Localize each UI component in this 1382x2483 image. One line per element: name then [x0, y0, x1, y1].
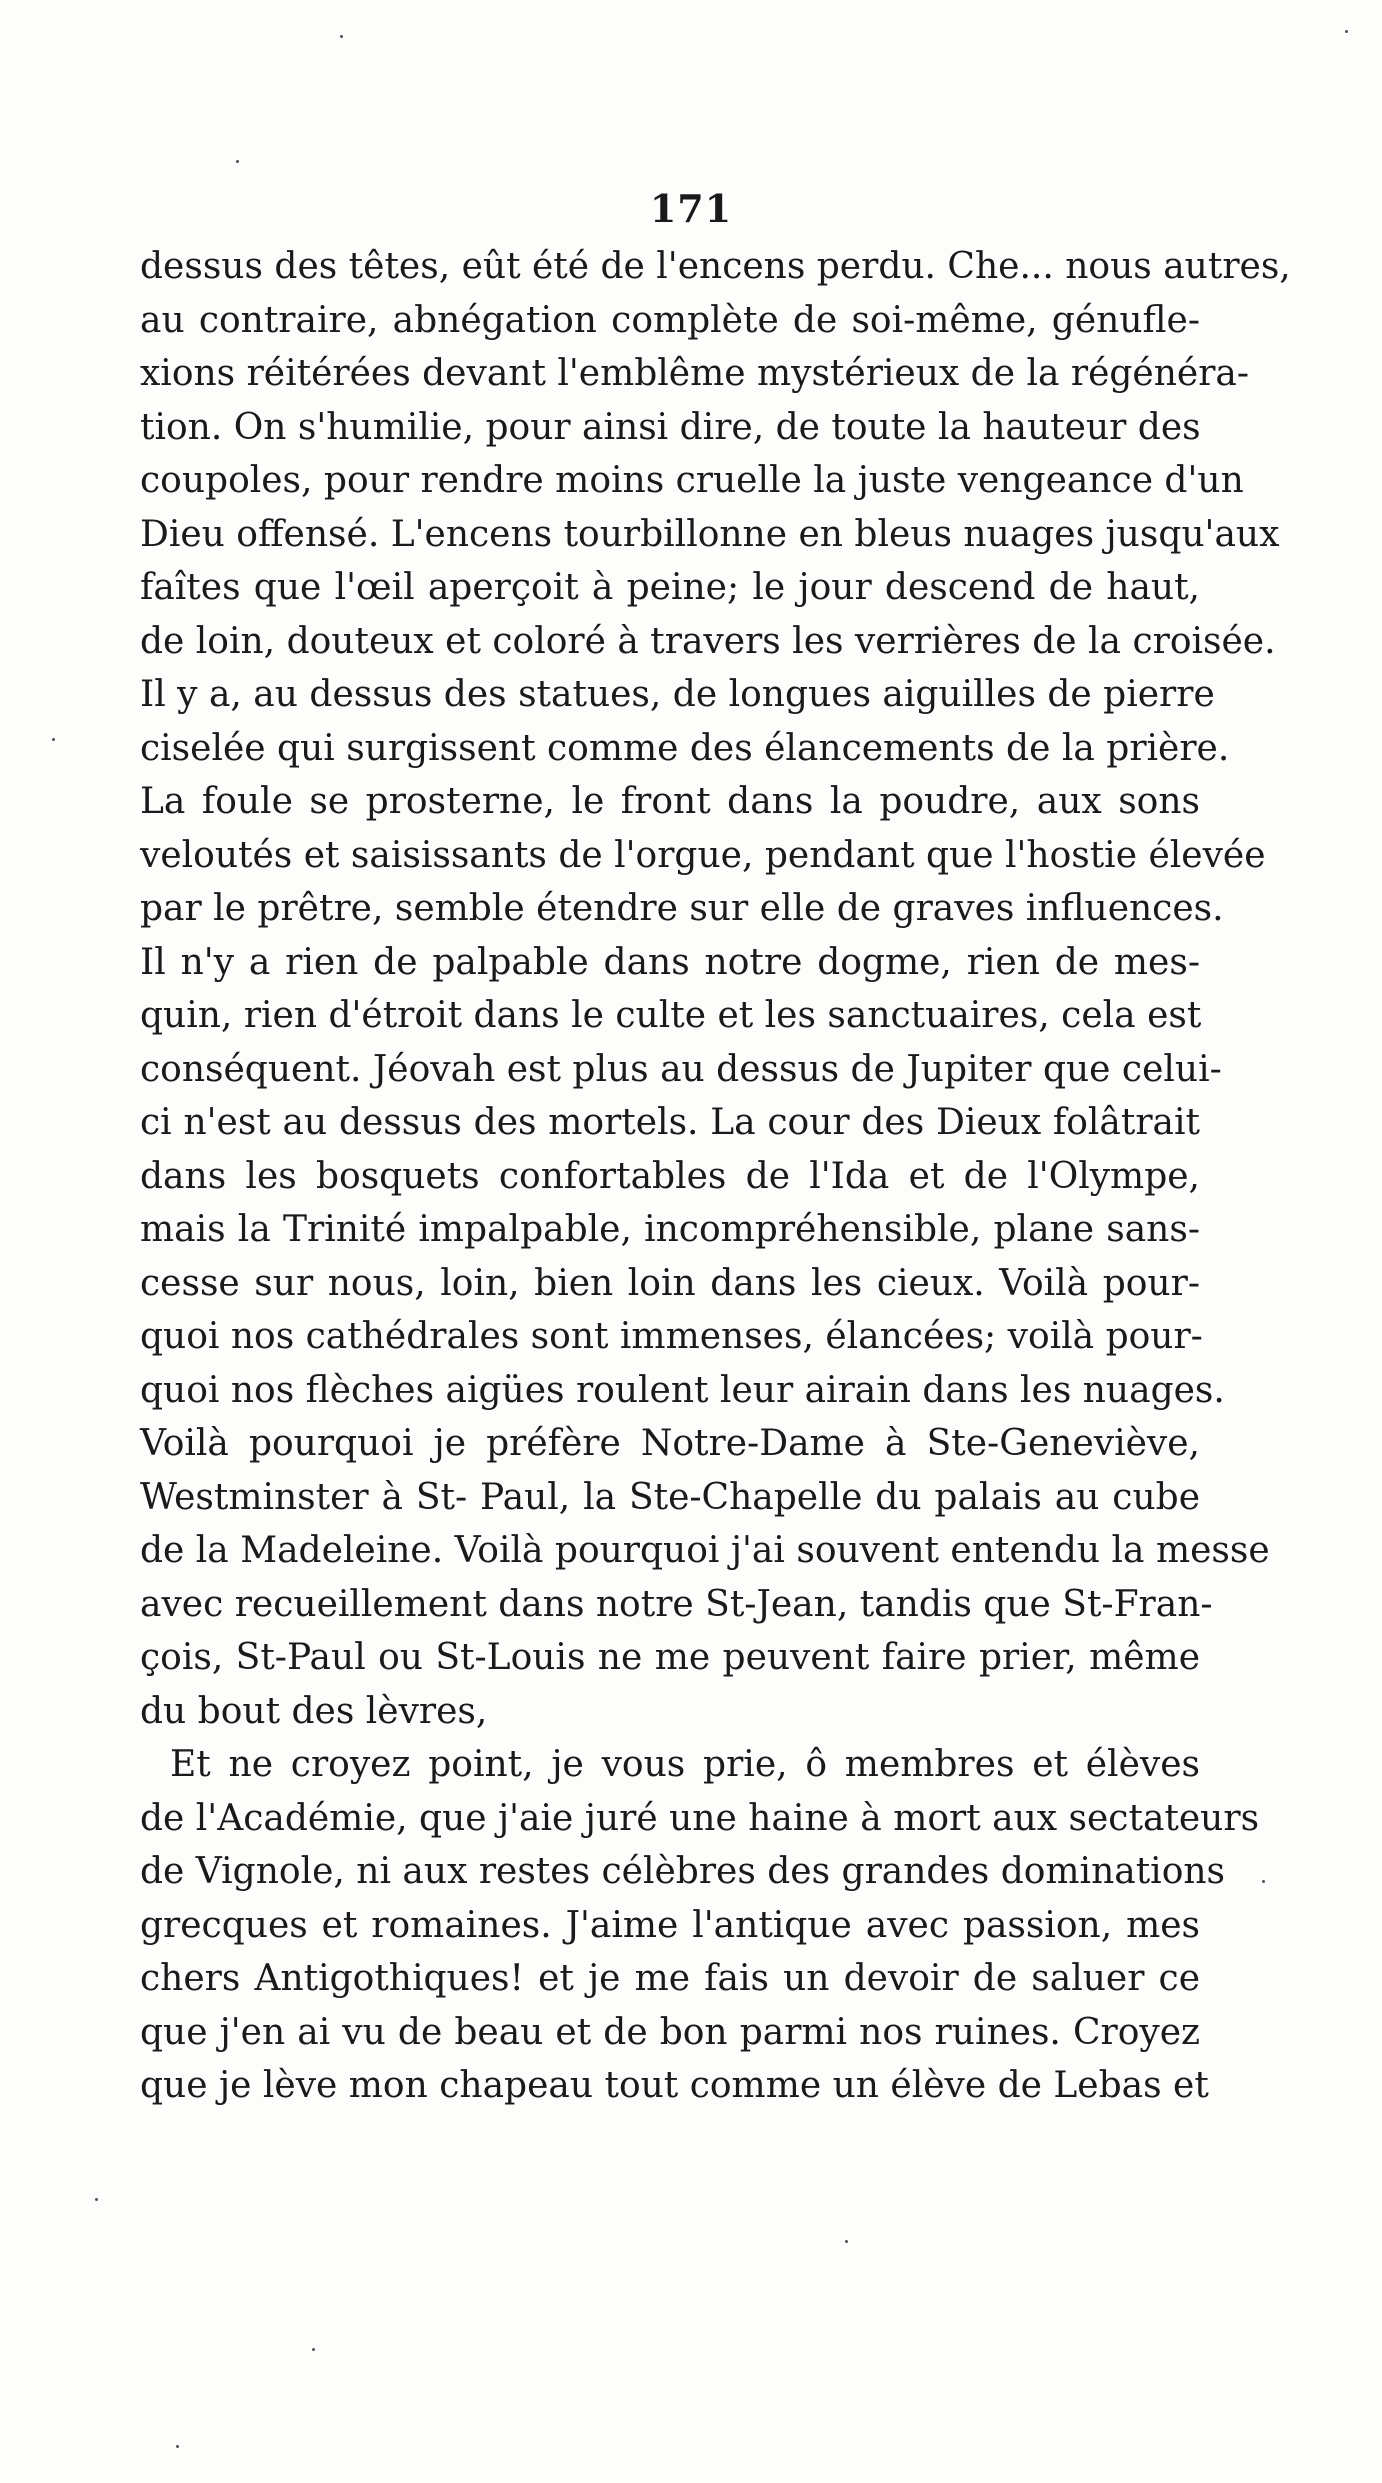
text-line: de Vignole, ni aux restes célèbres des grandes dominations [140, 1851, 1226, 1892]
text-line: de la Madeleine. Voilà pourquoi j'ai souvent entendu la messe [140, 1530, 1270, 1571]
paper-speck [95, 2198, 98, 2201]
paper-speck [236, 160, 239, 163]
text-line: La foule se prosterne, le front dans la poudre, aux sons [140, 781, 1200, 822]
paper-speck [312, 2348, 315, 2351]
text-line: de l'Académie, que j'aie juré une haine à mort aux sectateurs [140, 1797, 1260, 1839]
text-line: dessus des têtes, eût été de l'encens perdu. Che... nous autres, [140, 246, 1291, 287]
text-line: ciselée qui surgissent comme des élancements de la prière. [140, 727, 1230, 769]
text-line: Il y a, au dessus des statues, de longues aiguilles de pierre [140, 674, 1215, 715]
text-line: au contraire, abnégation complète de soi-même, génufle- [140, 299, 1200, 341]
text-line: Et ne croyez point, je vous prie, ô membres et élèves [170, 1744, 1200, 1785]
text-line: chers Antigothiques! et je me fais un devoir de saluer ce [140, 1958, 1200, 1999]
text-line: Dieu offensé. L'encens tourbillonne en bleus nuages jusqu'aux [140, 513, 1280, 555]
text-line: faîtes que l'œil aperçoit à peine; le jour descend de haut, [140, 567, 1200, 608]
text-line: conséquent. Jéovah est plus au dessus de Jupiter que celui- [140, 1048, 1222, 1090]
paper-speck [1262, 1880, 1265, 1883]
text-line: çois, St-Paul ou St-Louis ne me peuvent faire prier, même [140, 1637, 1200, 1678]
text-line: de loin, douteux et coloré à travers les verrières de la croisée. [140, 620, 1276, 662]
paper-speck [52, 738, 55, 741]
paper-speck [1345, 30, 1348, 33]
text-line: Westminster à St- Paul, la Ste-Chapelle du palais au cube [140, 1476, 1200, 1518]
paper-speck [845, 2240, 848, 2243]
text-line: dans les bosquets confortables de l'Ida et de l'Olympe, [140, 1155, 1200, 1197]
text-line: Voilà pourquoi je préfère Notre-Dame à Ste-Geneviève, [140, 1423, 1200, 1464]
text-line: mais la Trinité impalpable, incompréhensible, plane sans- [140, 1209, 1200, 1250]
text-line: avec recueillement dans notre St-Jean, tandis que St-Fran- [140, 1583, 1213, 1625]
text-line: tion. On s'humilie, pour ainsi dire, de toute la hauteur des [140, 406, 1201, 448]
page-number: 171 [649, 186, 733, 231]
paper-speck [340, 35, 343, 38]
text-line: que je lève mon chapeau tout comme un élève de Lebas et [140, 2065, 1209, 2106]
text-line: coupoles, pour rendre moins cruelle la juste vengeance d'un [140, 460, 1244, 501]
text-line: cesse sur nous, loin, bien loin dans les cieux. Voilà pour- [140, 1262, 1200, 1304]
text-line: xions réitérées devant l'emblême mystérieux de la régénéra- [140, 353, 1250, 394]
text-line: veloutés et saisissants de l'orgue, pendant que l'hostie élevée [140, 834, 1266, 876]
text-line: quin, rien d'étroit dans le culte et les sanctuaires, cela est [140, 995, 1202, 1036]
text-line: ci n'est au dessus des mortels. La cour des Dieux folâtrait [140, 1102, 1200, 1143]
text-line: quoi nos cathédrales sont immenses, élancées; voilà pour- [140, 1316, 1203, 1357]
text-line: grecques et romaines. J'aime l'antique avec passion, mes [140, 1904, 1200, 1946]
text-line: quoi nos flèches aigües roulent leur airain dans les nuages. [140, 1369, 1225, 1411]
body-text [140, 240, 1291, 2113]
text-line: par le prêtre, semble étendre sur elle de graves influences. [140, 888, 1224, 929]
text-line: Il n'y a rien de palpable dans notre dogme, rien de mes- [140, 941, 1200, 983]
paper-speck [176, 2445, 179, 2448]
text-line: du bout des lèvres, [140, 1690, 488, 1732]
text-line: que j'en ai vu de beau et de bon parmi nos ruines. Croyez [140, 2011, 1200, 2053]
